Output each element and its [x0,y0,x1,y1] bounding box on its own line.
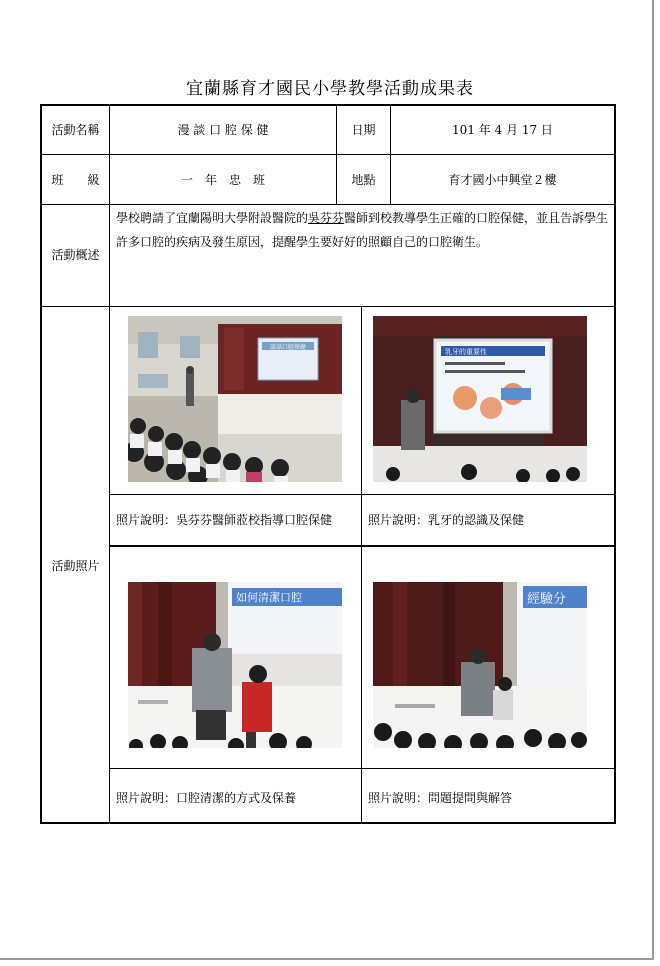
photo-3 [128,582,342,748]
doctor-name: 吳芬芬 [308,211,345,225]
summary-label: 活動概述 [51,248,100,262]
class-label: 班 級 [51,173,100,187]
column-divider [109,106,110,822]
photo-4 [373,582,587,748]
photo-4-caption: 照片說明：問題提問與解答 [368,791,513,805]
photo-4-screen-title: 經驗分 [527,592,567,607]
document-title: 宜蘭縣育才國民小學教學活動成果表 [186,79,474,99]
photo-1-caption: 照片說明：吳芬芬醫師蒞校指導口腔保健 [116,513,333,527]
column-divider [336,106,337,204]
photo-column-divider [361,306,362,822]
activity-report-form [40,104,616,824]
summary-text: 學校聘請了宜蘭陽明大學附設醫院的吳芬芬醫師到校教導學生正確的口腔保健，並且告訴學生許多口腔的疾病及發生原因，提醒學生要好好的照顧自己的口腔衛生。 [116,211,609,249]
photos-label: 活動照片 [51,559,100,573]
photo-row-divider [110,768,614,769]
photo-row-divider [110,545,614,547]
row-divider [42,204,614,205]
activity-name-label: 活動名稱 [51,123,100,137]
photo-2-screen-title: 乳牙的重要性 [445,348,487,356]
row-divider [42,306,614,307]
location-label: 地點 [351,173,376,187]
photo-1-screen-title: 談話口腔保健 [269,344,307,351]
photo-1 [128,316,342,482]
date-label: 日期 [351,123,376,137]
activity-name-value: 漫 談 口 腔 保 健 [177,123,269,137]
photo-row-divider [110,494,614,495]
column-divider [390,106,391,204]
photo-2-caption: 照片說明：乳牙的認識及保健 [368,513,525,527]
date-value: 101 年 4 月 17 日 [452,123,553,137]
location-value: 育才國小中興堂２樓 [448,173,557,187]
photo-3-caption: 照片說明：口腔清潔的方式及保養 [116,791,297,805]
row-divider [42,154,614,155]
photo-2 [373,316,587,482]
photo-3-screen-title: 如何清潔口腔 [236,591,302,604]
class-value: 一 年 忠 班 [180,173,265,187]
